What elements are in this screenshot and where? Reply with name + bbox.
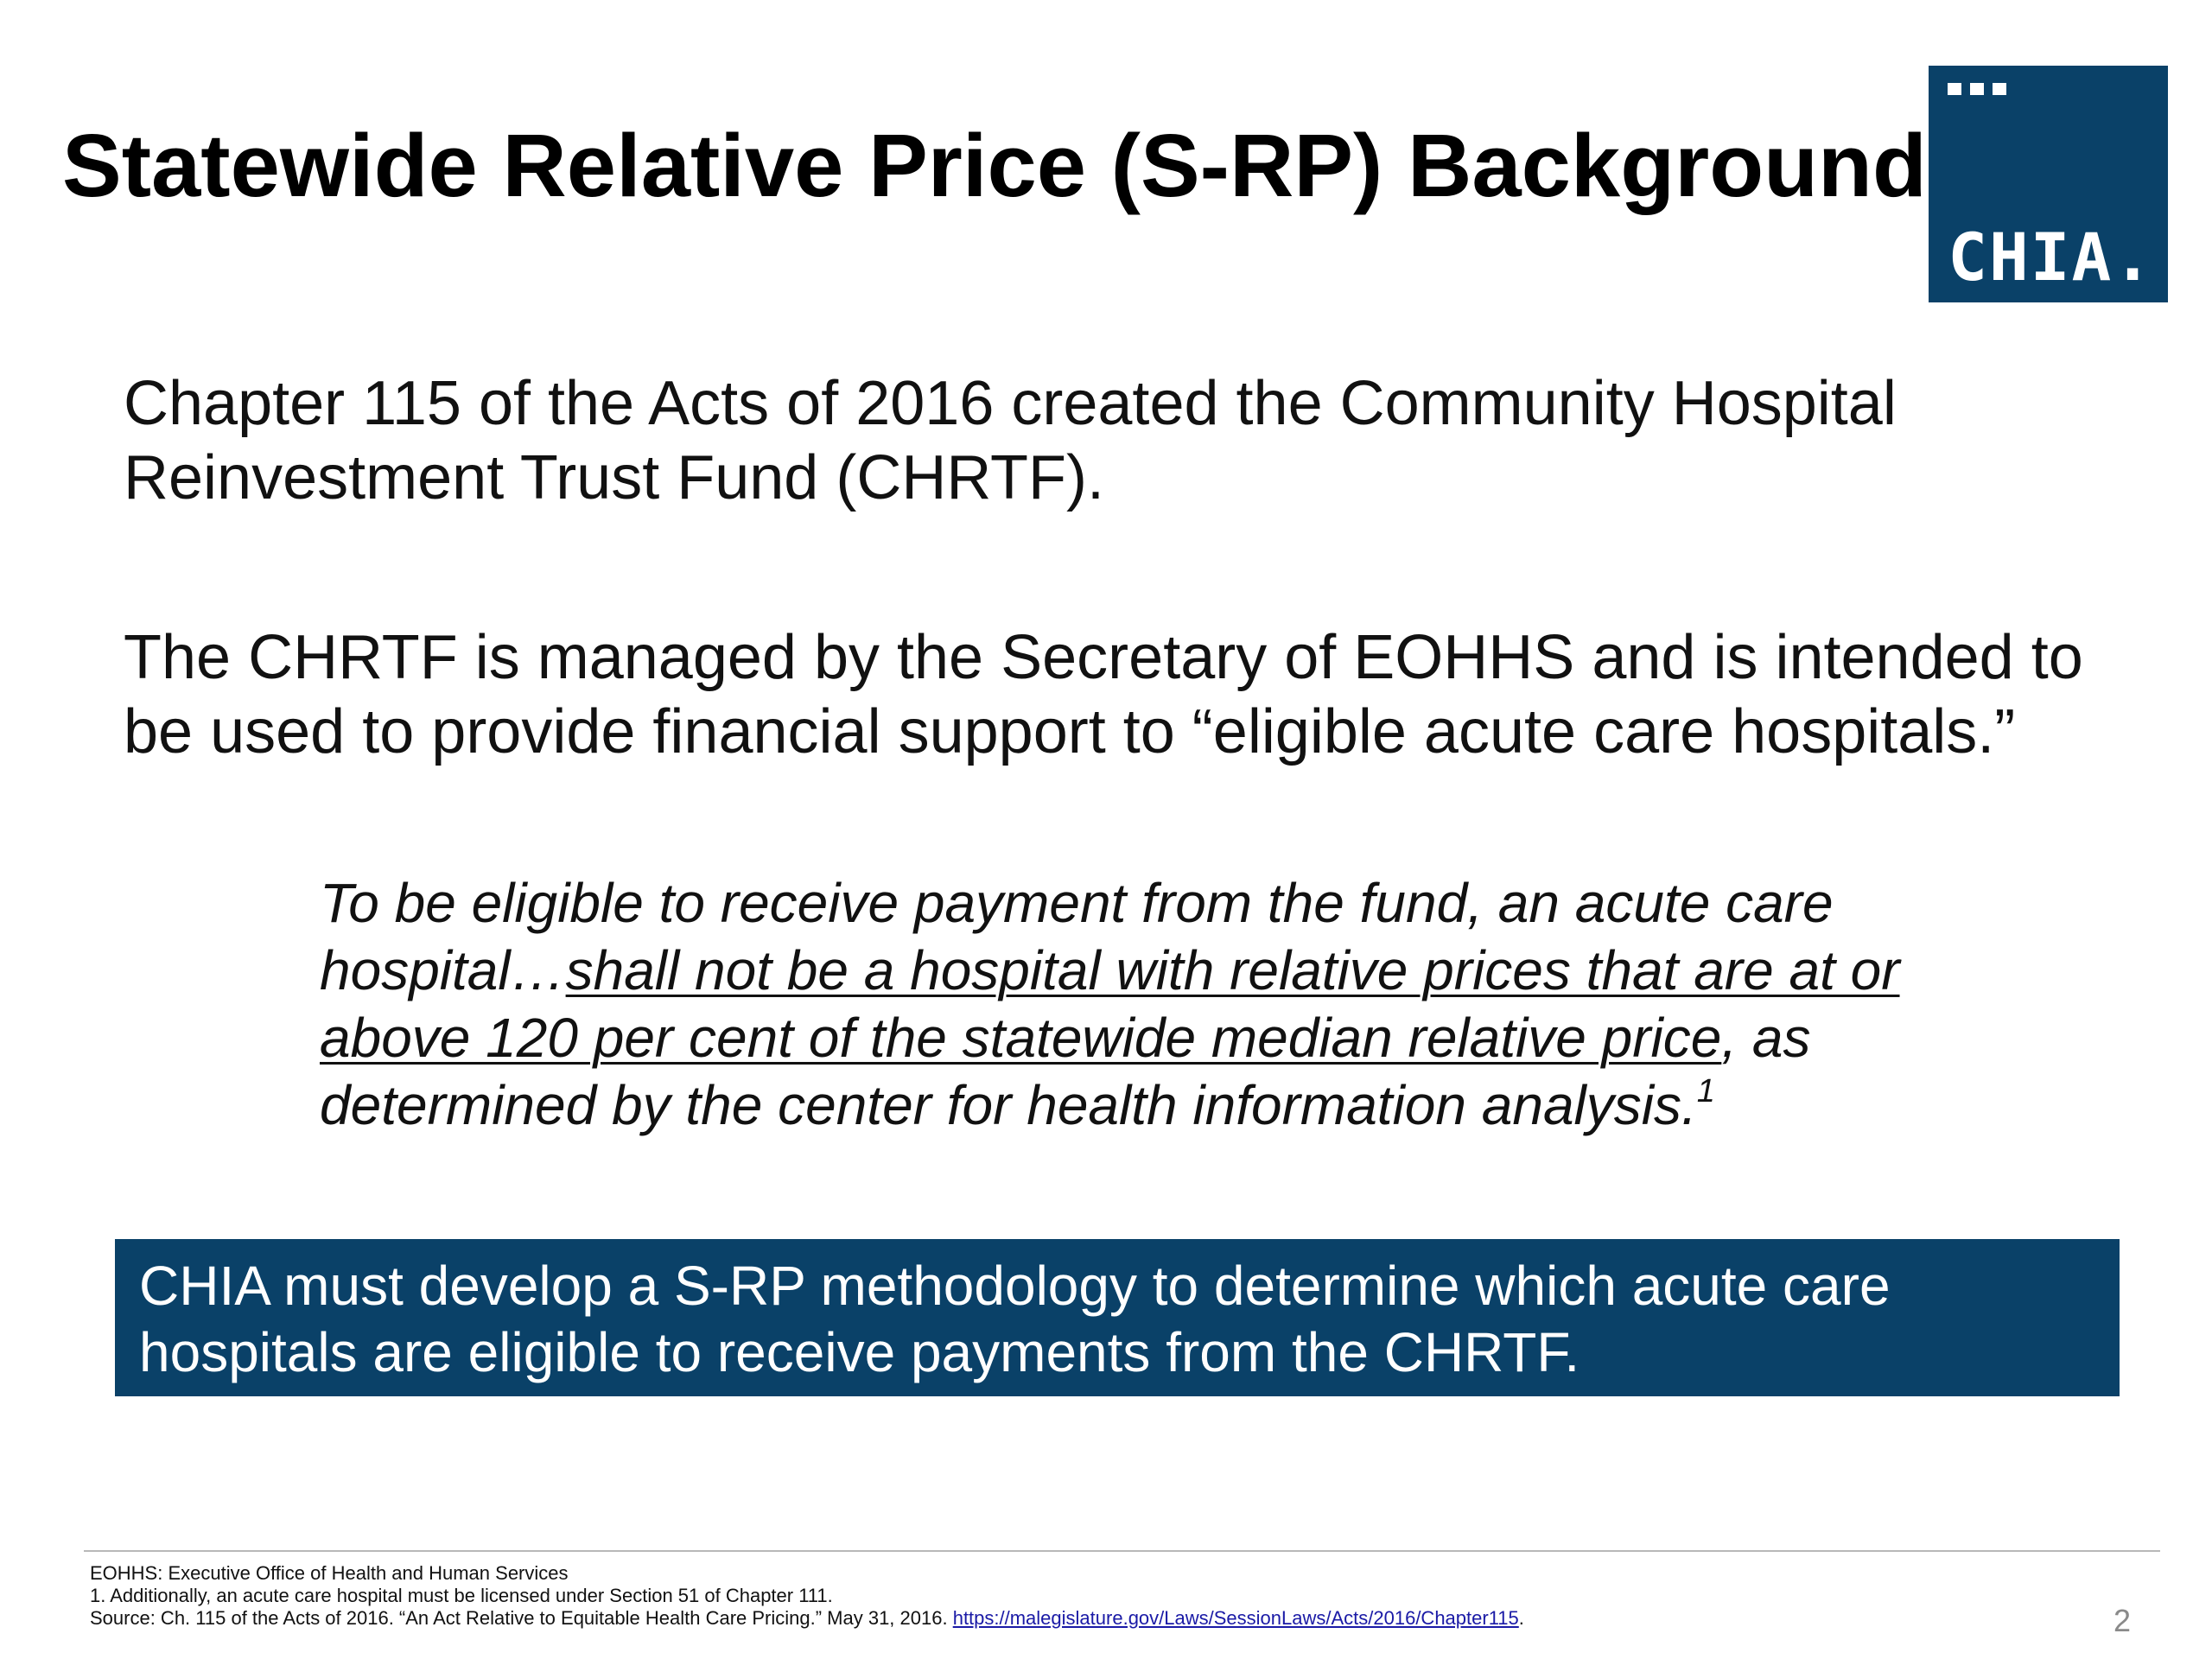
page-number: 2	[2113, 1603, 2132, 1638]
body-paragraph-2: The CHRTF is managed by the Secretary of EOHHS and is intended to be used to provide financial support to “eligible acute care hospitals.”	[124, 623, 2083, 766]
source-text: Source: Ch. 115 of the Acts of 2016. “An Act Relative to Equitable Health Care Pricing.” May 31, 2016.	[90, 1607, 953, 1629]
footnote-source	[90, 1607, 1991, 1630]
logo-dot	[1970, 83, 1984, 95]
quote-underlined: shall not be a hospital with relative prices that are at or above 120 per cent of the statewide median relative price	[320, 939, 1900, 1069]
source-link[interactable]: https://malegislature.gov/Laws/SessionLaws/Acts/2016/Chapter115	[952, 1607, 1519, 1629]
callout-box	[115, 1239, 2120, 1396]
quote-tail: , as determined by the center for health information analysis.	[320, 1007, 1811, 1136]
logo-dots-icon	[1948, 83, 2006, 95]
logo-dot	[1948, 83, 1961, 95]
footnotes	[90, 1562, 1991, 1630]
footnote-1: 1. Additionally, an acute care hospital must be licensed under Section 51 of Chapter 111.	[90, 1585, 833, 1606]
quote-lead: To be eligible to receive payment from the fund, an acute care hospital…	[320, 872, 1834, 1001]
callout-text: CHIA must develop a S-RP methodology to determine which acute care hospitals are eligible to receive payments from the CHRTF.	[139, 1255, 1891, 1383]
footnote-marker: 1	[1696, 1073, 1715, 1109]
footnote-abbreviation: EOHHS: Executive Office of Health and Human Services	[90, 1562, 569, 1584]
footer-divider	[84, 1550, 2160, 1552]
body-paragraph-1: Chapter 115 of the Acts of 2016 created the Community Hospital Reinvestment Trust Fund (CHRTF).	[124, 369, 1897, 512]
logo-text: CHIA.	[1948, 219, 2154, 296]
chia-logo	[1929, 66, 2168, 302]
slide-title: Statewide Relative Price (S-RP) Background	[62, 116, 1927, 215]
logo-dot	[1993, 83, 2006, 95]
statute-quote	[320, 869, 1961, 1139]
source-suffix: .	[1518, 1607, 1524, 1629]
